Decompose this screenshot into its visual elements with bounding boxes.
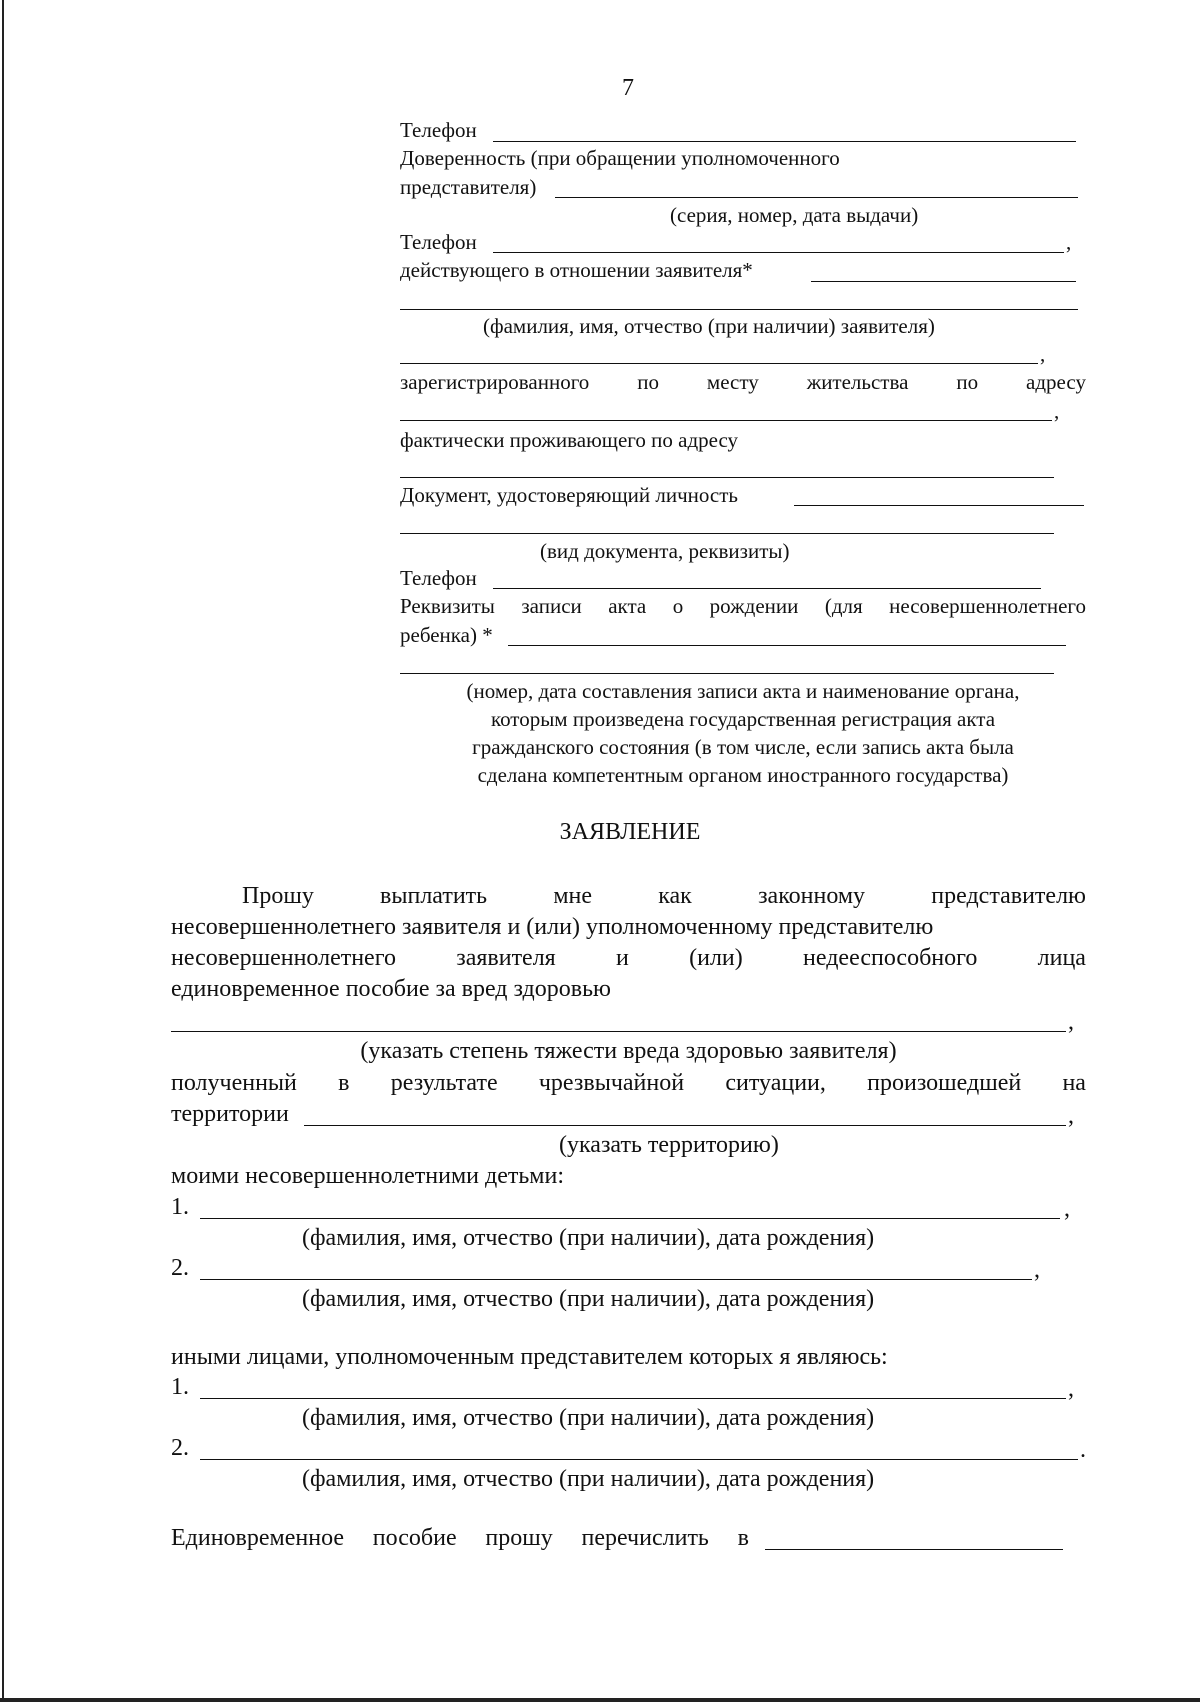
identity-doc-field-line-2[interactable] (400, 533, 1054, 534)
statement-title: ЗАЯВЛЕНИЕ (559, 819, 701, 845)
other-2-hint: (фамилия, имя, отчество (при наличии), дата рождения) (302, 1466, 875, 1492)
power-of-attorney-label: Доверенность (при обращении уполномоченного (400, 146, 840, 170)
birth-record-label-cont: ребенка) * (400, 623, 493, 647)
birth-record-field-line-2[interactable] (400, 673, 1054, 674)
word: перечислить (581, 1525, 709, 1551)
other-1-field-line[interactable] (200, 1398, 1066, 1399)
word: произошедшей (867, 1070, 1022, 1096)
line-end-punct: . (1080, 1437, 1086, 1463)
child-2-field-line[interactable] (200, 1279, 1032, 1280)
others-label: иными лицами, уполномоченным представителем которых я являюсь: (171, 1344, 888, 1370)
word: месту (706, 370, 759, 394)
statement-paragraph-line-2: несовершеннолетнего заявителя и (или) уполномоченному представителю (171, 914, 934, 940)
power-of-attorney-label-cont: представителя) (400, 175, 537, 199)
applicant-name-field-line[interactable] (400, 309, 1078, 310)
line-end-punct: , (1034, 1257, 1040, 1283)
actual-residence-field-line[interactable] (400, 477, 1054, 478)
word: пособие (372, 1525, 457, 1551)
line-end-punct: , (1068, 1376, 1074, 1402)
word: законному (758, 883, 866, 909)
word: как (658, 883, 692, 909)
phone-label-2: Телефон (400, 230, 477, 254)
transfer-label (171, 1526, 749, 1550)
child-2-number: 2. (171, 1255, 189, 1281)
child-1-number: 1. (171, 1194, 189, 1220)
phone-label: Телефон (400, 118, 477, 142)
word: несовершеннолетнего (889, 594, 1086, 618)
phone-field-line[interactable] (493, 141, 1076, 142)
word: о (672, 594, 684, 618)
child-1-hint: (фамилия, имя, отчество (при наличии), дата рождения) (302, 1225, 875, 1251)
birth-record-hint-3: гражданского состояния (в том числе, если запись акта была (472, 735, 1014, 759)
word: в (737, 1525, 749, 1551)
word: несовершеннолетнего (171, 945, 396, 971)
line-end-punct: , (1064, 1196, 1070, 1222)
territory-label: территории (171, 1101, 289, 1127)
territory-field-line[interactable] (304, 1125, 1066, 1126)
word: выплатить (380, 883, 488, 909)
word: зарегистрированного (400, 370, 590, 394)
transfer-field-line[interactable] (765, 1549, 1063, 1550)
word: (или) (689, 945, 743, 971)
word: мне (553, 883, 593, 909)
birth-record-hint-4: сделана компетентным органом иностранного государства) (477, 763, 1009, 787)
other-1-hint: (фамилия, имя, отчество (при наличии), дата рождения) (302, 1405, 875, 1431)
comma: , (1054, 399, 1060, 423)
word: полученный (171, 1070, 297, 1096)
word: лица (1037, 945, 1086, 971)
phone-field-line-2[interactable] (493, 252, 1064, 253)
power-of-attorney-hint: (серия, номер, дата выдачи) (670, 203, 919, 227)
statement-paragraph-line-1 (242, 884, 1086, 908)
word: недееспособного (803, 945, 978, 971)
child-1-field-line[interactable] (200, 1218, 1060, 1219)
acting-for-field-line[interactable] (811, 281, 1076, 282)
applicant-name-hint: (фамилия, имя, отчество (при наличии) заявителя) (483, 314, 935, 338)
word: жительства (806, 370, 909, 394)
word: Единовременное (171, 1525, 345, 1551)
statement-paragraph-line-3 (171, 946, 1086, 970)
harm-severity-hint: (указать степень тяжести вреда здоровью заявителя) (360, 1038, 897, 1064)
word: Прошу (242, 883, 314, 909)
registered-address-field-line[interactable] (400, 420, 1052, 421)
word: и (616, 945, 629, 971)
applicant-extra-field-line[interactable] (400, 363, 1038, 364)
power-of-attorney-field-line[interactable] (555, 197, 1078, 198)
word: заявителя (456, 945, 556, 971)
word: ситуации, (725, 1070, 826, 1096)
word: в (338, 1070, 350, 1096)
word: по (637, 370, 659, 394)
word: акта (608, 594, 647, 618)
phone-label-3: Телефон (400, 566, 477, 590)
word: записи (521, 594, 582, 618)
word: Реквизиты (400, 594, 495, 618)
birth-record-field-line[interactable] (508, 645, 1066, 646)
comma: , (1068, 1103, 1074, 1129)
actual-residence-label: фактически проживающего по адресу (400, 428, 739, 452)
territory-hint: (указать территорию) (559, 1132, 779, 1158)
comma: , (1066, 230, 1072, 254)
other-2-number: 2. (171, 1435, 189, 1461)
identity-doc-field-line[interactable] (794, 505, 1084, 506)
birth-record-label (400, 596, 1086, 617)
phone-field-line-3[interactable] (493, 588, 1041, 589)
word: по (956, 370, 979, 394)
word: результате (390, 1070, 498, 1096)
harm-severity-field-line[interactable] (171, 1031, 1066, 1032)
word: прошу (485, 1525, 553, 1551)
word: (для (824, 594, 863, 618)
word: на (1062, 1070, 1086, 1096)
word: представителю (931, 883, 1086, 909)
other-2-field-line[interactable] (200, 1459, 1078, 1460)
word: рождении (709, 594, 799, 618)
identity-doc-label: Документ, удостоверяющий личность (400, 483, 738, 507)
identity-doc-hint: (вид документа, реквизиты) (540, 539, 790, 563)
page-border-left (2, 0, 4, 1702)
birth-record-hint-2: которым произведена государственная регистрация акта (490, 707, 996, 731)
other-1-number: 1. (171, 1374, 189, 1400)
page-border-bottom (0, 1698, 1200, 1702)
birth-record-hint-1: (номер, дата составления записи акта и наименование органа, (466, 679, 1020, 703)
child-2-hint: (фамилия, имя, отчество (при наличии), дата рождения) (302, 1286, 875, 1312)
statement-paragraph-line-4: единовременное пособие за вред здоровью (171, 976, 611, 1002)
word: адресу (1026, 370, 1086, 394)
page-number: 7 (622, 75, 634, 101)
word: чрезвычайной (538, 1070, 685, 1096)
comma: , (1040, 342, 1046, 366)
acting-for-label: действующего в отношении заявителя* (400, 258, 753, 282)
registered-address-label (400, 372, 1086, 393)
received-label (171, 1071, 1086, 1095)
comma: , (1068, 1009, 1074, 1035)
children-label: моими несовершеннолетними детьми: (171, 1163, 564, 1189)
